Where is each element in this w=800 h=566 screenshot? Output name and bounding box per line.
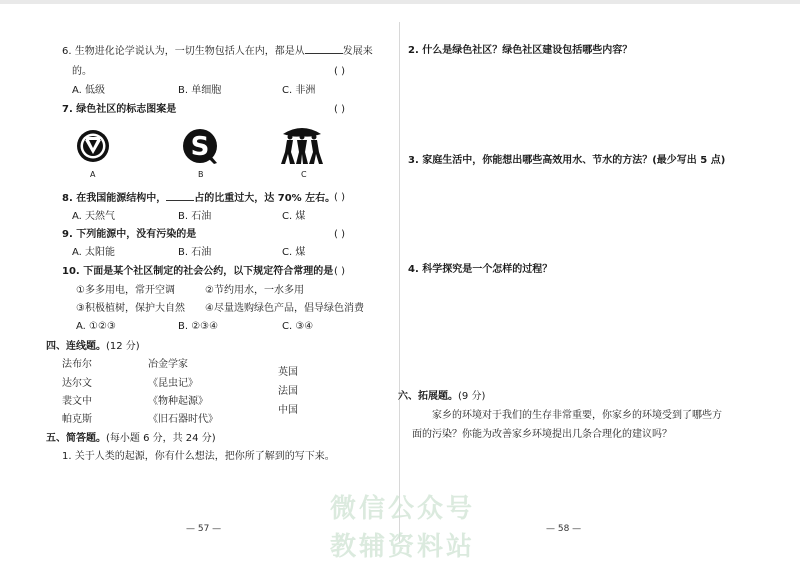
short-answer-question-1: 1. 关于人类的起源，你有什么想法，把你所了解到的写下来。: [62, 451, 335, 462]
option-b: B. 石油: [178, 211, 212, 222]
match-country-3: 中国: [278, 405, 298, 416]
svg-text:S: S: [190, 132, 210, 162]
green-community-logo-a-icon: [75, 126, 111, 166]
logo-b-caption: B: [198, 170, 204, 179]
page-top-edge: [0, 0, 800, 4]
question-8-text: 8. 在我国能源结构中，: [62, 193, 167, 204]
question-8-line: [62, 191, 335, 205]
answer-blank: [166, 191, 194, 201]
short-answer-question-2: 2. 什么是绿色社区？绿色社区建设包括哪些内容？: [408, 45, 633, 56]
answer-blank: [305, 44, 343, 54]
answer-parentheses: ( ): [334, 229, 345, 240]
statement-1: ①多多用电，常开空调: [76, 285, 175, 296]
match-work-1: 冶金学家: [148, 359, 188, 370]
statement-2: ②节约用水，一水多用: [205, 285, 304, 296]
match-country-2: 法国: [278, 386, 298, 397]
option-c: C. 煤: [282, 211, 306, 222]
section-4-score: (12 分): [106, 341, 140, 352]
option-c: C. 煤: [282, 247, 306, 258]
statement-4: ④尽量选购绿色产品，倡导绿色消费: [205, 303, 364, 314]
answer-parentheses: ( ): [334, 66, 345, 77]
short-answer-question-3: 3. 家庭生活中，你能想出哪些高效用水、节水的方法？(最少写出 5 点): [408, 155, 726, 166]
match-name-4: 帕克斯: [62, 414, 92, 425]
answer-parentheses: ( ): [334, 104, 345, 115]
section-5-title: 五、简答题。: [46, 433, 106, 444]
question-6-line2: 的。: [72, 66, 92, 77]
short-answer-question-4: 4. 科学探究是一个怎样的过程？: [408, 264, 553, 275]
option-b: B. 单细胞: [178, 85, 222, 96]
match-name-3: 裴文中: [62, 396, 92, 407]
option-b: B. 石油: [178, 247, 212, 258]
green-community-logo-c-icon: [279, 124, 325, 168]
match-name-2: 达尔文: [62, 378, 92, 389]
match-name-1: 法布尔: [62, 359, 92, 370]
section-6-heading: [398, 390, 485, 403]
section-6-title: 六、拓展题。: [398, 391, 458, 402]
option-a: A. 低级: [72, 85, 106, 96]
question-6-text: 6. 生物进化论学说认为，一切生物包括人在内，都是从: [62, 46, 305, 57]
question-9-text: 9. 下列能源中，没有污染的是: [62, 229, 197, 240]
watermark-line1: 微信公众号: [330, 494, 476, 524]
green-community-logo-b-icon: [181, 126, 219, 166]
statement-3: ③积极植树，保护大自然: [76, 303, 185, 314]
question-8-text-cont: 占的比重过大，达 70% 左右。: [194, 193, 336, 204]
match-work-3: 《物种起源》: [148, 396, 208, 407]
page-number-left: — 57 —: [186, 524, 222, 534]
option-c: C. 非洲: [282, 85, 316, 96]
watermark-line2: 教辅资料站: [330, 532, 476, 562]
answer-parentheses: ( ): [334, 192, 345, 203]
question-7-text: 7. 绿色社区的标志图案是: [62, 104, 177, 115]
option-a: A. ①②③: [76, 321, 116, 332]
section-4-heading: [46, 340, 140, 353]
question-10-text: 10. 下面是某个社区制定的社会公约，以下规定符合常理的是: [62, 266, 334, 277]
extension-question-line1: 家乡的环境对于我们的生存非常重要，你家乡的环境受到了哪些方: [432, 410, 722, 421]
option-c: C. ③④: [282, 321, 314, 332]
extension-question-line2: 面的污染？你能为改善家乡环境提出几条合理化的建议吗？: [412, 429, 672, 440]
option-a: A. 天然气: [72, 211, 116, 222]
match-work-4: 《旧石器时代》: [148, 414, 218, 425]
match-work-2: 《昆虫记》: [148, 378, 198, 389]
section-4-title: 四、连线题。: [46, 341, 106, 352]
question-6-line1: [62, 44, 373, 58]
answer-parentheses: ( ): [334, 266, 345, 277]
page-divider: [399, 22, 400, 542]
logo-a-caption: A: [90, 170, 96, 179]
section-5-score: (每小题 6 分，共 24 分): [106, 433, 216, 444]
section-6-score: (9 分): [458, 391, 486, 402]
logo-c-caption: C: [301, 170, 307, 179]
question-6-text-cont: 发展来: [342, 46, 373, 57]
page-number-right: — 58 —: [546, 524, 582, 534]
option-a: A. 太阳能: [72, 247, 116, 258]
match-country-1: 英国: [278, 367, 298, 378]
section-5-heading: [46, 432, 216, 445]
option-b: B. ②③④: [178, 321, 219, 332]
